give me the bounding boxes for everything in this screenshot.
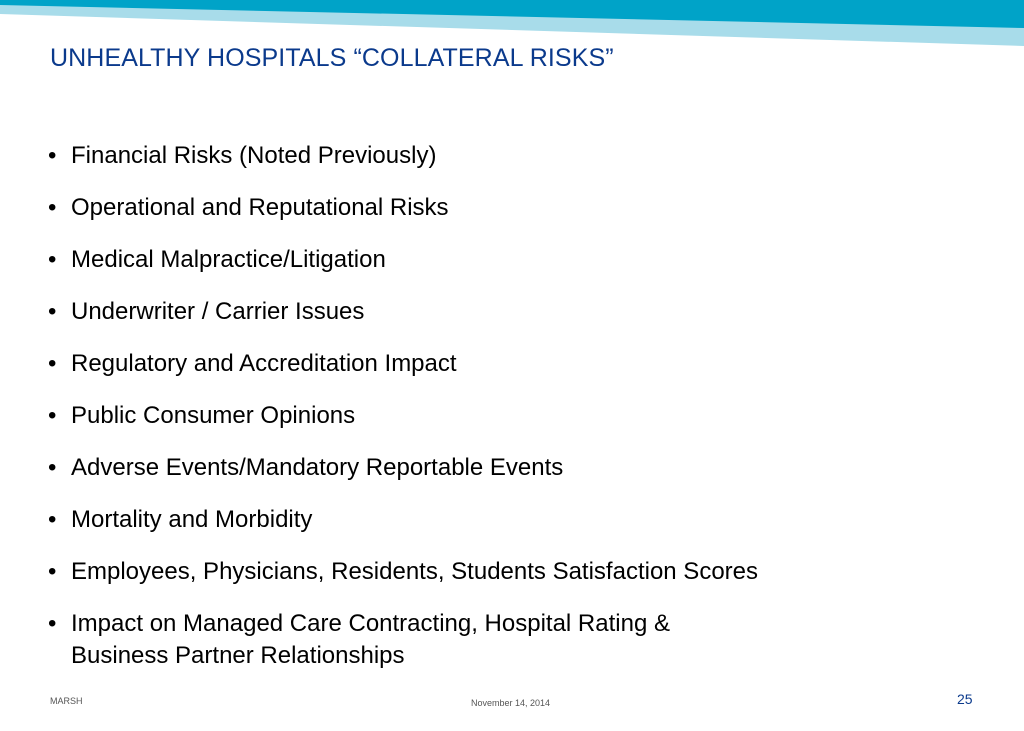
bullet-text: Medical Malpractice/Litigation bbox=[71, 246, 386, 273]
bullet-marker: • bbox=[48, 402, 57, 429]
bullet-marker: • bbox=[48, 246, 57, 273]
bullet-item bbox=[48, 192, 948, 224]
bullet-item bbox=[48, 296, 948, 328]
bullet-text: Financial Risks (Noted Previously) bbox=[71, 142, 437, 169]
footer-date: November 14, 2014 bbox=[471, 698, 551, 708]
page-number: 25 bbox=[957, 691, 973, 707]
bullet-marker: • bbox=[48, 558, 57, 585]
bullet-item bbox=[48, 244, 948, 276]
bullet-marker: • bbox=[48, 506, 57, 533]
slide-title: UNHEALTHY HOSPITALS “COLLATERAL RISKS” bbox=[50, 44, 614, 72]
bullet-item bbox=[48, 348, 948, 380]
header-banner bbox=[0, 0, 1024, 48]
bullet-text: Regulatory and Accreditation Impact bbox=[71, 350, 457, 377]
bullet-item bbox=[48, 452, 948, 484]
bullet-list bbox=[48, 140, 948, 692]
bullet-text: Operational and Reputational Risks bbox=[71, 194, 449, 221]
bullet-marker: • bbox=[48, 298, 57, 325]
bullet-item bbox=[48, 140, 948, 172]
bullet-marker: • bbox=[48, 610, 57, 637]
bullet-item bbox=[48, 608, 771, 672]
bullet-marker: • bbox=[48, 350, 57, 377]
bullet-text: Public Consumer Opinions bbox=[71, 402, 356, 429]
bullet-text: Employees, Physicians, Residents, Students Satisfaction Scores bbox=[71, 558, 758, 585]
bullet-text: Impact on Managed Care Contracting, Hospital Rating & Business Partner Relationships bbox=[71, 610, 670, 669]
bullet-text: Mortality and Morbidity bbox=[71, 506, 313, 533]
bullet-item bbox=[48, 400, 948, 432]
footer-brand: MARSH bbox=[50, 696, 83, 706]
bullet-item bbox=[48, 504, 948, 536]
bullet-marker: • bbox=[48, 142, 57, 169]
bullet-marker: • bbox=[48, 194, 57, 221]
bullet-text: Adverse Events/Mandatory Reportable Events bbox=[71, 454, 564, 481]
bullet-item bbox=[48, 556, 948, 588]
bullet-marker: • bbox=[48, 454, 57, 481]
bullet-text: Underwriter / Carrier Issues bbox=[71, 298, 365, 325]
